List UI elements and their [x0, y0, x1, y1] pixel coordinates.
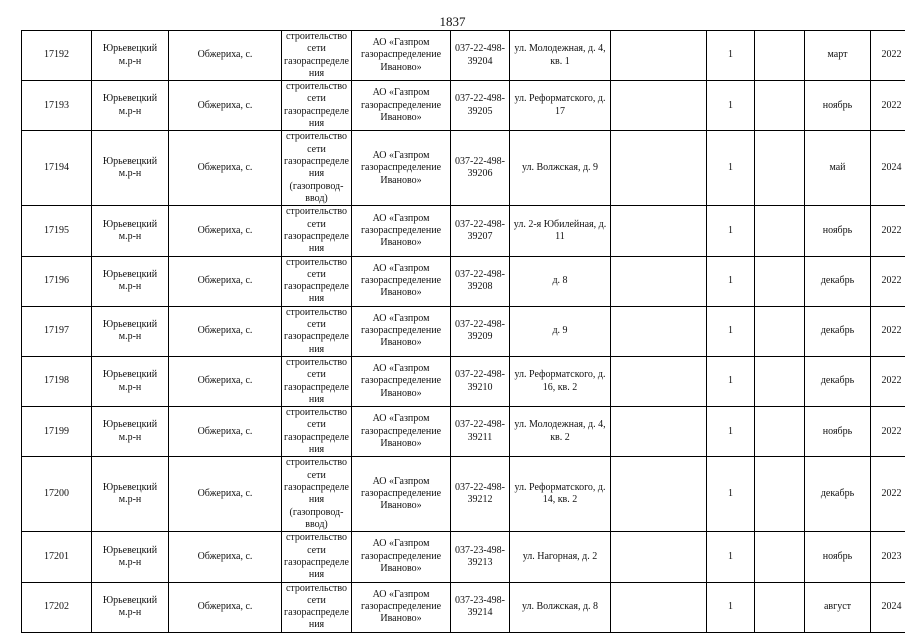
empty-cell	[611, 256, 707, 306]
district-cell	[92, 306, 169, 356]
object-code-cell	[451, 31, 510, 81]
quantity-cell	[707, 306, 755, 356]
organization-cell-text: АО «Газпром газораспределение Иваново»	[360, 538, 442, 575]
row-number	[22, 407, 92, 457]
table-row	[22, 457, 905, 532]
address-cell	[510, 81, 611, 131]
address-cell-text: ул. Молодежная, д. 4, кв. 1	[514, 43, 606, 67]
empty-cell	[755, 206, 805, 256]
work-type-cell-text: строительство сети газораспределения	[284, 356, 349, 405]
year-cell-text: 2022	[881, 49, 902, 61]
address-cell-text: ул. Реформатского, д. 17	[514, 93, 606, 117]
year-cell-text: 2022	[881, 425, 902, 437]
organization-cell	[352, 131, 451, 206]
work-type-cell	[282, 256, 352, 306]
locality-cell-text: Обжериха, с.	[197, 162, 253, 174]
address-cell	[510, 356, 611, 406]
table-row	[22, 532, 905, 582]
quantity-cell-text: 1	[728, 224, 733, 236]
district-cell	[92, 31, 169, 81]
table-row	[22, 256, 905, 306]
quantity-cell	[707, 407, 755, 457]
object-code-cell-text: 037-22-498-39206	[455, 156, 505, 180]
row-number-text: 17195	[44, 224, 69, 236]
row-number-text: 17202	[44, 600, 69, 612]
row-number-text: 17201	[44, 550, 69, 562]
empty-cell	[755, 407, 805, 457]
quantity-cell	[707, 206, 755, 256]
table-row	[22, 131, 905, 206]
quantity-cell-text: 1	[728, 600, 733, 612]
table-row	[22, 407, 905, 457]
quantity-cell-text: 1	[728, 162, 733, 174]
address-cell-text: ул. Волжская, д. 9	[521, 162, 599, 174]
year-cell-text: 2022	[881, 488, 902, 500]
work-type-cell-text: строительство сети газораспределения	[284, 306, 349, 355]
quantity-cell	[707, 256, 755, 306]
page-number: 1837	[439, 14, 466, 29]
work-type-cell	[282, 31, 352, 81]
month-cell	[805, 356, 871, 406]
month-cell-text: ноябрь	[822, 425, 853, 437]
organization-cell	[352, 306, 451, 356]
month-cell	[805, 131, 871, 206]
registry-table	[21, 30, 905, 633]
table-row	[22, 206, 905, 256]
work-type-cell	[282, 532, 352, 582]
year-cell	[871, 131, 905, 206]
organization-cell	[352, 407, 451, 457]
object-code-cell	[451, 532, 510, 582]
address-cell	[510, 206, 611, 256]
locality-cell-text: Обжериха, с.	[197, 488, 253, 500]
quantity-cell	[707, 81, 755, 131]
object-code-cell	[451, 256, 510, 306]
district-cell-text: Юрьевецкий м.р-н	[102, 482, 158, 506]
address-cell-text: ул. 2-я Юбилейная, д. 11	[513, 218, 607, 242]
object-code-cell	[451, 407, 510, 457]
object-code-cell-text: 037-23-498-39214	[455, 594, 505, 618]
quantity-cell-text: 1	[728, 275, 733, 286]
address-cell-text: ул. Молодежная, д. 4, кв. 2	[514, 419, 606, 443]
month-cell-text: май	[829, 162, 846, 174]
year-cell	[871, 356, 905, 406]
quantity-cell-text: 1	[728, 49, 733, 61]
table-row	[22, 306, 905, 356]
organization-cell-text: АО «Газпром газораспределение Иваново»	[360, 87, 442, 123]
quantity-cell	[707, 356, 755, 406]
month-cell	[805, 81, 871, 131]
locality-cell-text: Обжериха, с.	[197, 600, 253, 612]
row-number-text: 17192	[44, 49, 69, 61]
locality-cell	[169, 407, 282, 457]
year-cell-text: 2024	[881, 600, 902, 612]
district-cell	[92, 582, 169, 632]
year-cell-text: 2024	[881, 162, 902, 174]
month-cell-text: август	[823, 600, 852, 612]
object-code-cell	[451, 582, 510, 632]
object-code-cell-text: 037-22-498-39208	[455, 268, 505, 293]
locality-cell-text: Обжериха, с.	[197, 275, 253, 286]
district-cell	[92, 206, 169, 256]
locality-cell	[169, 582, 282, 632]
empty-cell	[755, 31, 805, 81]
table-row	[22, 31, 905, 81]
month-cell	[805, 457, 871, 532]
work-type-cell	[282, 457, 352, 532]
year-cell-text: 2022	[881, 275, 902, 286]
district-cell-text: Юрьевецкий м.р-н	[102, 93, 158, 117]
empty-cell	[611, 582, 707, 632]
work-type-cell-text: строительство сети газораспределения	[284, 582, 349, 631]
object-code-cell	[451, 206, 510, 256]
district-cell	[92, 532, 169, 582]
empty-cell	[611, 407, 707, 457]
month-cell	[805, 306, 871, 356]
empty-cell	[611, 356, 707, 406]
district-cell-text: Юрьевецкий м.р-н	[102, 319, 158, 343]
work-type-cell-text: строительство сети газораспределения	[284, 532, 349, 581]
locality-cell-text: Обжериха, с.	[197, 224, 253, 236]
district-cell-text: Юрьевецкий м.р-н	[102, 419, 158, 443]
row-number	[22, 256, 92, 306]
empty-cell	[755, 306, 805, 356]
empty-cell	[755, 256, 805, 306]
organization-cell-text: АО «Газпром газораспределение Иваново»	[360, 413, 442, 449]
year-cell	[871, 407, 905, 457]
work-type-cell	[282, 306, 352, 356]
year-cell	[871, 306, 905, 356]
district-cell-text: Юрьевецкий м.р-н	[102, 369, 158, 393]
row-number	[22, 31, 92, 81]
organization-cell	[352, 81, 451, 131]
object-code-cell-text: 037-22-498-39211	[455, 419, 505, 443]
empty-cell	[611, 31, 707, 81]
row-number-text: 17197	[44, 325, 69, 337]
month-cell-text: ноябрь	[822, 550, 853, 562]
address-cell-text: ул. Реформатского, д. 16, кв. 2	[514, 369, 606, 393]
row-number	[22, 457, 92, 532]
address-cell-text: ул. Нагорная, д. 2	[522, 550, 598, 562]
address-cell	[510, 256, 611, 306]
work-type-cell	[282, 81, 352, 131]
empty-cell	[755, 81, 805, 131]
row-number	[22, 356, 92, 406]
work-type-cell-text: строительство сети газораспределения (газопровод-ввод)	[284, 131, 349, 204]
district-cell	[92, 81, 169, 131]
work-type-cell	[282, 356, 352, 406]
locality-cell-text: Обжериха, с.	[197, 375, 253, 387]
row-number	[22, 532, 92, 582]
year-cell-text: 2023	[881, 550, 902, 562]
month-cell-text: декабрь	[820, 488, 855, 500]
month-cell	[805, 407, 871, 457]
district-cell-text: Юрьевецкий м.р-н	[102, 43, 158, 67]
organization-cell-text: АО «Газпром газораспределение Иваново»	[360, 588, 442, 625]
organization-cell	[352, 31, 451, 81]
address-cell	[510, 31, 611, 81]
empty-cell	[755, 532, 805, 582]
month-cell	[805, 532, 871, 582]
quantity-cell	[707, 457, 755, 532]
locality-cell-text: Обжериха, с.	[197, 99, 253, 111]
year-cell	[871, 31, 905, 81]
object-code-cell	[451, 131, 510, 206]
locality-cell	[169, 206, 282, 256]
work-type-cell-text: строительство сети газораспределения	[284, 81, 349, 130]
month-cell-text: декабрь	[820, 325, 855, 337]
address-cell	[510, 532, 611, 582]
locality-cell	[169, 532, 282, 582]
table-row	[22, 582, 905, 632]
month-cell-text: ноябрь	[822, 99, 853, 111]
organization-cell	[352, 356, 451, 406]
empty-cell	[611, 81, 707, 131]
quantity-cell-text: 1	[728, 550, 733, 562]
locality-cell	[169, 31, 282, 81]
year-cell-text: 2022	[881, 224, 902, 236]
empty-cell	[611, 131, 707, 206]
work-type-cell-text: строительство сети газораспределения	[284, 206, 349, 255]
quantity-cell-text: 1	[728, 99, 733, 111]
work-type-cell-text: строительство сети газораспределения	[284, 407, 349, 456]
year-cell-text: 2022	[881, 99, 902, 111]
quantity-cell-text: 1	[728, 325, 733, 337]
locality-cell	[169, 356, 282, 406]
year-cell	[871, 206, 905, 256]
object-code-cell-text: 037-22-498-39210	[455, 369, 505, 393]
year-cell-text: 2022	[881, 375, 902, 387]
month-cell-text: март	[827, 49, 848, 61]
object-code-cell-text: 037-23-498-39213	[455, 544, 505, 568]
locality-cell	[169, 306, 282, 356]
locality-cell	[169, 81, 282, 131]
month-cell	[805, 582, 871, 632]
object-code-cell	[451, 457, 510, 532]
locality-cell	[169, 131, 282, 206]
quantity-cell-text: 1	[728, 425, 733, 437]
organization-cell-text: АО «Газпром газораспределение Иваново»	[360, 475, 442, 512]
district-cell	[92, 356, 169, 406]
organization-cell-text: АО «Газпром газораспределение Иваново»	[360, 212, 442, 249]
organization-cell	[352, 532, 451, 582]
quantity-cell	[707, 131, 755, 206]
work-type-cell	[282, 206, 352, 256]
address-cell	[510, 582, 611, 632]
object-code-cell-text: 037-22-498-39204	[455, 43, 505, 67]
district-cell-text: Юрьевецкий м.р-н	[102, 544, 158, 568]
empty-cell	[755, 457, 805, 532]
organization-cell-text: АО «Газпром газораспределение Иваново»	[360, 149, 442, 186]
district-cell-text: Юрьевецкий м.р-н	[102, 156, 158, 180]
month-cell	[805, 31, 871, 81]
row-number-text: 17196	[44, 275, 69, 286]
quantity-cell	[707, 582, 755, 632]
month-cell	[805, 206, 871, 256]
address-cell-text: ул. Волжская, д. 8	[521, 600, 599, 612]
district-cell	[92, 407, 169, 457]
month-cell-text: декабрь	[820, 275, 855, 286]
district-cell	[92, 256, 169, 306]
locality-cell-text: Обжериха, с.	[197, 49, 253, 61]
row-number-text: 17194	[44, 162, 69, 174]
year-cell	[871, 582, 905, 632]
year-cell	[871, 457, 905, 532]
address-cell-text: ул. Реформатского, д. 14, кв. 2	[514, 482, 606, 506]
district-cell	[92, 457, 169, 532]
locality-cell-text: Обжериха, с.	[197, 425, 253, 437]
work-type-cell-text: строительство сети газораспределения (газопровод-ввод)	[284, 457, 349, 530]
row-number	[22, 582, 92, 632]
quantity-cell-text: 1	[728, 375, 733, 387]
address-cell	[510, 306, 611, 356]
organization-cell	[352, 256, 451, 306]
district-cell-text: Юрьевецкий м.р-н	[102, 268, 158, 293]
row-number-text: 17200	[44, 488, 69, 500]
quantity-cell-text: 1	[728, 488, 733, 500]
organization-cell	[352, 457, 451, 532]
row-number	[22, 131, 92, 206]
address-cell-text: д. 8	[552, 275, 568, 286]
object-code-cell-text: 037-22-498-39205	[455, 93, 505, 117]
row-number-text: 17198	[44, 375, 69, 387]
object-code-cell-text: 037-22-498-39207	[455, 218, 505, 242]
empty-cell	[755, 582, 805, 632]
address-cell	[510, 407, 611, 457]
district-cell	[92, 131, 169, 206]
row-number	[22, 81, 92, 131]
row-number	[22, 206, 92, 256]
address-cell-text: д. 9	[552, 325, 568, 337]
empty-cell	[755, 131, 805, 206]
locality-cell	[169, 457, 282, 532]
district-cell-text: Юрьевецкий м.р-н	[102, 218, 158, 242]
year-cell-text: 2022	[881, 325, 902, 337]
row-number	[22, 306, 92, 356]
organization-cell	[352, 206, 451, 256]
address-cell	[510, 131, 611, 206]
year-cell	[871, 81, 905, 131]
month-cell-text: ноябрь	[822, 224, 853, 236]
locality-cell	[169, 256, 282, 306]
work-type-cell-text: строительство сети газораспределения	[284, 31, 349, 79]
organization-cell-text: АО «Газпром газораспределение Иваново»	[360, 37, 442, 73]
empty-cell	[611, 206, 707, 256]
empty-cell	[611, 306, 707, 356]
quantity-cell	[707, 532, 755, 582]
empty-cell	[611, 532, 707, 582]
organization-cell-text: АО «Газпром газораспределение Иваново»	[360, 363, 442, 399]
row-number-text: 17199	[44, 425, 69, 437]
work-type-cell	[282, 407, 352, 457]
object-code-cell-text: 037-22-498-39212	[455, 482, 505, 506]
district-cell-text: Юрьевецкий м.р-н	[102, 594, 158, 618]
row-number-text: 17193	[44, 99, 69, 111]
organization-cell	[352, 582, 451, 632]
object-code-cell	[451, 306, 510, 356]
year-cell	[871, 532, 905, 582]
address-cell	[510, 457, 611, 532]
object-code-cell-text: 037-22-498-39209	[455, 319, 505, 343]
locality-cell-text: Обжериха, с.	[197, 325, 253, 337]
empty-cell	[755, 356, 805, 406]
month-cell-text: декабрь	[820, 375, 855, 387]
quantity-cell	[707, 31, 755, 81]
locality-cell-text: Обжериха, с.	[197, 550, 253, 562]
empty-cell	[611, 457, 707, 532]
organization-cell-text: АО «Газпром газораспределение Иваново»	[360, 262, 442, 299]
work-type-cell	[282, 582, 352, 632]
month-cell	[805, 256, 871, 306]
year-cell	[871, 256, 905, 306]
object-code-cell	[451, 81, 510, 131]
table-row	[22, 356, 905, 406]
table-row	[22, 81, 905, 131]
organization-cell-text: АО «Газпром газораспределение Иваново»	[360, 312, 442, 349]
work-type-cell	[282, 131, 352, 206]
work-type-cell-text: строительство сети газораспределения	[284, 256, 349, 305]
object-code-cell	[451, 356, 510, 406]
